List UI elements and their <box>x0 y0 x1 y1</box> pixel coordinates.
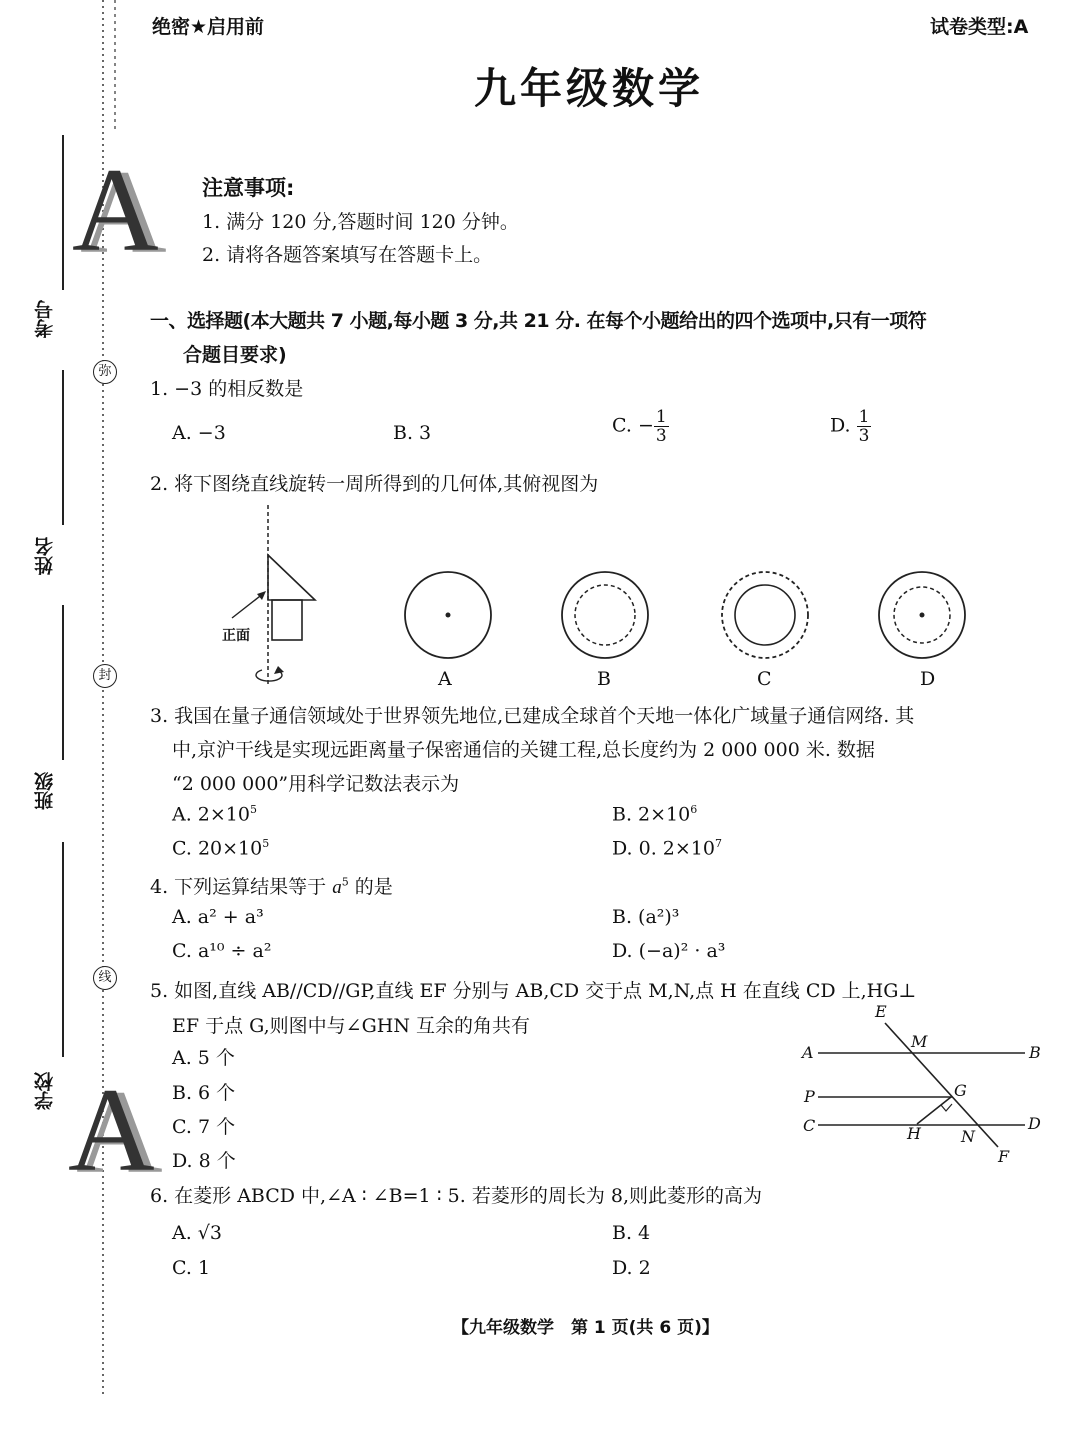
label-c: C <box>803 1116 816 1135</box>
secret-label: 绝密★启用前 <box>152 16 265 38</box>
seal-mark: 封 <box>93 664 117 688</box>
q6-option-d: D. 2 <box>612 1257 651 1279</box>
field-line <box>62 135 64 290</box>
seal-mark: 线 <box>93 966 117 990</box>
notice-heading: 注意事项: <box>202 176 295 200</box>
q5-line2: EF 于点 G,则图中与∠GHN 互余的角共有 <box>172 1015 531 1037</box>
q6-option-c: C. 1 <box>172 1257 211 1279</box>
field-class: 班级 <box>34 772 56 810</box>
q2-stem: 2. 将下图绕直线旋转一周所得到的几何体,其俯视图为 <box>150 473 599 495</box>
field-exam-number: 考号 <box>34 300 56 338</box>
q5-option-b: B. 6 个 <box>172 1082 236 1104</box>
q4-option-d: D. (−a)² · a³ <box>612 940 726 962</box>
q1-option-b: B. 3 <box>393 422 432 444</box>
q5-figure <box>780 1000 1060 1180</box>
stamp-letter-a: A <box>68 1063 155 1196</box>
q4-option-a: A. a² + a³ <box>172 906 264 928</box>
q2-label-c: C <box>757 668 772 690</box>
notice-item: 2. 请将各题答案填写在答题卡上。 <box>202 244 493 266</box>
label-m: M <box>911 1032 928 1051</box>
q5-option-c: C. 7 个 <box>172 1116 236 1138</box>
stamp-letter-a: A <box>72 143 159 276</box>
label-a: A <box>802 1043 814 1062</box>
q4-option-b: B. (a²)³ <box>612 906 680 928</box>
section-heading-cont: 合题目要求) <box>183 344 287 366</box>
label-n: N <box>961 1127 975 1146</box>
q1-stem: 1. −3 的相反数是 <box>150 378 304 400</box>
section-heading: 一、选择题(本大题共 7 小题,每小题 3 分,共 21 分. 在每个小题给出的四个选项中,只有一项符 <box>150 310 927 332</box>
q1-option-c: C. − $\frac{1}{3}$ <box>612 407 667 446</box>
q3-option-d: D. 0. $2\times 10^7$ <box>612 837 722 860</box>
q6-stem: 6. 在菱形 ABCD 中,∠A ∶ ∠B=1 ∶ 5. 若菱形的周长为 8,则此菱形的高为 <box>150 1185 763 1207</box>
q5-line1: 5. 如图,直线 AB//CD//GP,直线 EF 分别与 AB,CD 交于点 M,N,点 H 在直线 CD 上,HG⊥ <box>150 980 917 1002</box>
q3-option-a: A. $2\times 10^5$ <box>172 803 257 826</box>
field-school: 学校 <box>34 1072 56 1110</box>
q1-option-a: A. −3 <box>172 422 226 444</box>
q1-option-d: D. $\frac{1}{3}$ <box>830 407 870 446</box>
q4-option-c: C. a¹⁰ ÷ a² <box>172 940 272 962</box>
label-b: B <box>1029 1043 1041 1062</box>
q4-stem: 4. 下列运算结果等于 $a^5$ 的是 <box>150 875 393 898</box>
q2-label-d: D <box>920 668 936 690</box>
label-h: H <box>907 1124 921 1143</box>
label-d: D <box>1028 1114 1041 1133</box>
notice-item: 1. 满分 120 分,答题时间 120 分钟。 <box>202 211 519 233</box>
q2-label-a: A <box>438 668 452 690</box>
label-p: P <box>804 1087 815 1106</box>
q3-option-c: C. $20\times 10^5$ <box>172 837 270 860</box>
paper-type: 试卷类型:A <box>930 16 1029 38</box>
seal-mark: 弥 <box>93 360 117 384</box>
field-line <box>62 370 64 525</box>
field-line <box>62 605 64 760</box>
q2-front-label: 正面 <box>222 628 250 644</box>
label-e: E <box>875 1002 887 1021</box>
q3-line3: “2 000 000”用科学记数法表示为 <box>172 773 460 795</box>
page-footer: 【九年级数学 第 1 页(共 6 页)】 <box>452 1318 719 1338</box>
field-name: 姓名 <box>34 537 56 575</box>
q3-line1: 3. 我国在量子通信领域处于世界领先地位,已建成全球首个天地一体化广域量子通信网络. 其 <box>150 705 915 727</box>
q2-label-b: B <box>597 668 611 690</box>
q6-option-a: A. √3 <box>172 1222 222 1244</box>
q3-line2: 中,京沪干线是实现远距离量子保密通信的关键工程,总长度约为 2 000 000 米. 数据 <box>172 739 875 761</box>
field-line <box>62 842 64 1057</box>
q3-option-b: B. $2\times 10^6$ <box>612 803 698 826</box>
page-title: 九年级数学 <box>474 64 705 113</box>
q5-option-d: D. 8 个 <box>172 1150 236 1172</box>
label-g: G <box>954 1081 967 1100</box>
label-f: F <box>998 1147 1010 1166</box>
q6-option-b: B. 4 <box>612 1222 651 1244</box>
q5-option-a: A. 5 个 <box>172 1047 235 1069</box>
